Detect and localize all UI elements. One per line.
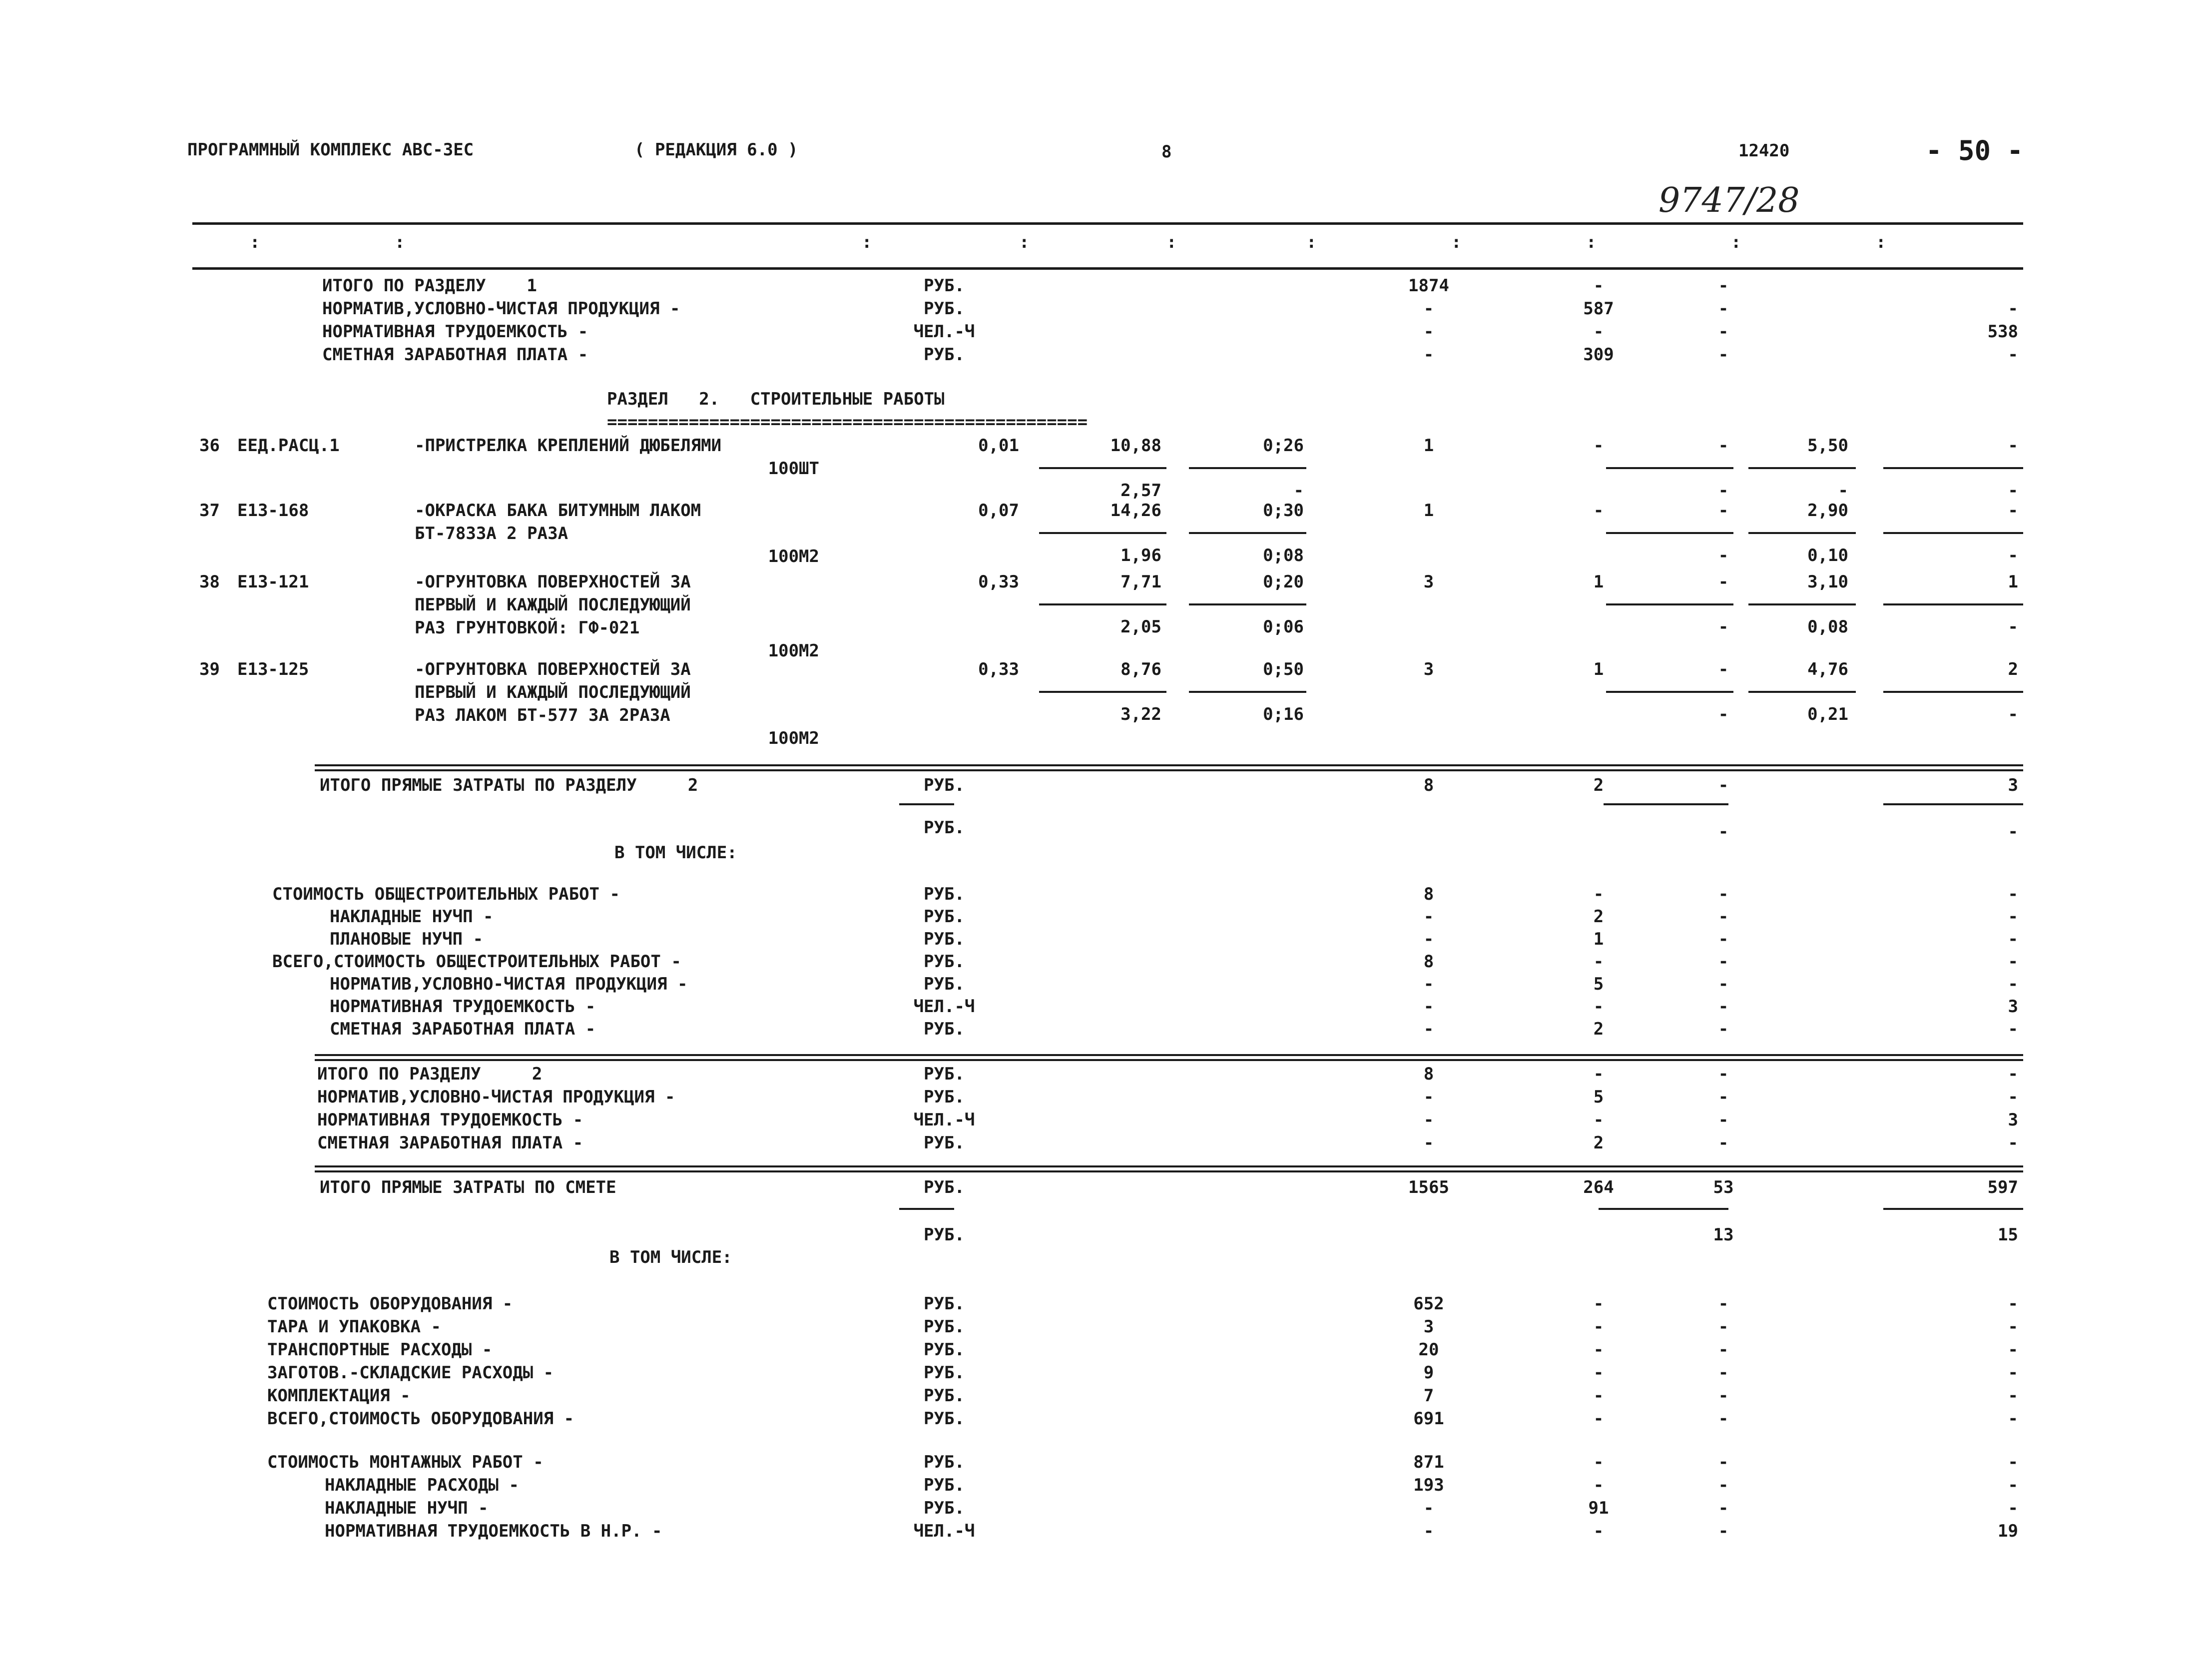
item-machine-wage: 0;08 [1263, 546, 1304, 565]
direct-costs-rule [899, 803, 954, 805]
item-total-cost: 1 [1423, 436, 1434, 456]
item-quantity: 0,33 [978, 572, 1019, 592]
row-label: НОРМАТИВ,УСЛОВНО-ЧИСТАЯ ПРОДУКЦИЯ - [330, 974, 688, 994]
row-value-col7: 652 [1413, 1294, 1444, 1314]
item-unit: 100ШТ [768, 459, 819, 479]
row-value-col9: - [1718, 1087, 1729, 1107]
row-value-col9: - [1718, 907, 1729, 927]
item-unit-cost: 8,76 [1120, 659, 1161, 679]
row-value-col11: 3 [2008, 1110, 2018, 1130]
row-value-col8: - [1593, 1409, 1604, 1429]
row-label: ТАРА И УПАКОВКА - [267, 1317, 441, 1337]
row-value-col9: - [1718, 884, 1729, 904]
row-label: НОРМАТИВНАЯ ТРУДОЕМКОСТЬ - [322, 322, 588, 342]
row-value-col9: - [1718, 1475, 1729, 1495]
row-value-col9: - [1718, 1294, 1729, 1314]
item-col9: - [1718, 572, 1729, 592]
row-unit: РУБ. [924, 884, 965, 904]
estimate-direct-costs-col7: 1565 [1408, 1177, 1449, 1197]
row-value-col8: 1 [1593, 929, 1604, 949]
row-value-col11: - [2008, 299, 2018, 319]
direct-costs-col7: 8 [1423, 775, 1434, 795]
direct-costs-col11: 3 [2008, 775, 2018, 795]
row-unit: ЧЕЛ.-Ч [913, 997, 975, 1017]
row-label: СМЕТНАЯ ЗАРАБОТНАЯ ПЛАТА - [322, 345, 588, 365]
column-separator: : [1451, 232, 1462, 252]
item-description: РАЗ ЛАКОМ БТ-577 ЗА 2РАЗА [415, 705, 670, 725]
item-machine-cost: 2,57 [1120, 481, 1161, 501]
row-value-col7: - [1423, 1521, 1434, 1541]
item-rule [1748, 691, 1856, 693]
direct-costs-unit: РУБ. [924, 775, 965, 795]
item-col9-lower: - [1718, 617, 1729, 637]
row-value-col7: - [1423, 997, 1434, 1017]
item-rule [1606, 691, 1733, 693]
row-value-col9: - [1718, 299, 1729, 319]
item-description: -ОГРУНТОВКА ПОВЕРХНОСТЕЙ ЗА [415, 572, 691, 592]
estimate-direct-costs-col9: 53 [1713, 1177, 1734, 1197]
row-value-col11: - [2008, 1294, 2018, 1314]
item-unit: 100М2 [768, 728, 819, 748]
row-unit: РУБ. [924, 345, 965, 365]
row-value-col8: - [1593, 1386, 1604, 1406]
row-unit: РУБ. [924, 1475, 965, 1495]
item-total-cost: 3 [1423, 659, 1434, 679]
estimate-direct-costs-col11: 597 [1987, 1177, 2018, 1197]
row-unit: РУБ. [924, 907, 965, 927]
column-separator: : [250, 232, 260, 252]
row-label: НАКЛАДНЫЕ РАСХОДЫ - [325, 1475, 519, 1495]
item-description: -ОГРУНТОВКА ПОВЕРХНОСТЕЙ ЗА [415, 659, 691, 679]
item-labor: 3,10 [1807, 572, 1848, 592]
row-value-col8: - [1593, 997, 1604, 1017]
row-label: НОРМАТИВ,УСЛОВНО-ЧИСТАЯ ПРОДУКЦИЯ - [317, 1087, 675, 1107]
row-unit: РУБ. [924, 1133, 965, 1153]
item-unit-wage: 0;30 [1263, 501, 1304, 521]
item-col11: - [2008, 501, 2018, 521]
section-rule [315, 1059, 2023, 1061]
direct-costs-col11-lower: - [2008, 822, 2018, 842]
item-col9-lower: - [1718, 481, 1729, 501]
direct-costs-col9: - [1718, 775, 1729, 795]
row-value-col8: - [1593, 1521, 1604, 1541]
item-quantity: 0,33 [978, 659, 1019, 679]
item-code: Е13-125 [237, 659, 309, 679]
item-rule [1883, 603, 2023, 605]
item-total-cost: 1 [1423, 501, 1434, 521]
row-value-col11: - [2008, 974, 2018, 994]
item-col9: - [1718, 436, 1729, 456]
item-col11-lower: - [2008, 546, 2018, 565]
item-col11: 1 [2008, 572, 2018, 592]
row-value-col9: - [1718, 929, 1729, 949]
row-value-col7: 8 [1423, 884, 1434, 904]
item-total-wage: - [1593, 501, 1604, 521]
row-unit: РУБ. [924, 1498, 965, 1518]
row-value-col11: - [2008, 1317, 2018, 1337]
row-value-col8: 2 [1593, 1019, 1604, 1039]
direct-costs-rule [1883, 803, 2023, 805]
estimate-direct-costs-rule [1599, 1208, 1728, 1210]
row-label: НАКЛАДНЫЕ НУЧП - [325, 1498, 489, 1518]
item-number: 38 [199, 572, 220, 592]
row-value-col7: 7 [1423, 1386, 1434, 1406]
page-number: - 50 - [1926, 135, 2024, 166]
item-col9: - [1718, 501, 1729, 521]
row-value-col8: 587 [1583, 299, 1614, 319]
section-title-underline: =============================================== [607, 412, 1088, 432]
row-value-col7: 9 [1423, 1363, 1434, 1383]
row-value-col7: 1874 [1408, 276, 1449, 296]
direct-costs-unit-lower: РУБ. [924, 818, 965, 838]
item-description: РАЗ ГРУНТОВКОЙ: ГФ-021 [415, 618, 640, 638]
row-value-col8: - [1593, 884, 1604, 904]
row-value-col8: - [1593, 1340, 1604, 1360]
item-labor: 2,90 [1807, 501, 1848, 521]
row-unit: ЧЕЛ.-Ч [913, 1521, 975, 1541]
item-labor-lower: 0,08 [1807, 617, 1848, 637]
row-value-col9: - [1718, 1110, 1729, 1130]
row-value-col7: 871 [1413, 1452, 1444, 1472]
item-code: Е13-121 [237, 572, 309, 592]
item-rule [1748, 532, 1856, 534]
item-col9-lower: - [1718, 546, 1729, 565]
row-value-col8: 5 [1593, 1087, 1604, 1107]
row-value-col11: - [2008, 907, 2018, 927]
row-value-col7: - [1423, 929, 1434, 949]
item-unit: 100М2 [768, 547, 819, 566]
row-value-col11: - [2008, 1087, 2018, 1107]
row-unit: РУБ. [924, 929, 965, 949]
row-value-col9: - [1718, 1363, 1729, 1383]
item-number: 37 [199, 501, 220, 521]
row-label: ВСЕГО,СТОИМОСТЬ ОБЩЕСТРОИТЕЛЬНЫХ РАБОТ - [272, 952, 681, 972]
row-value-col9: - [1718, 1521, 1729, 1541]
row-value-col7: 8 [1423, 1064, 1434, 1084]
section-rule [315, 1165, 2023, 1167]
section-rule [315, 764, 2023, 766]
section-rule [315, 769, 2023, 771]
item-quantity: 0,01 [978, 436, 1019, 456]
item-machine-cost: 2,05 [1120, 617, 1161, 637]
row-value-col7: - [1423, 974, 1434, 994]
item-labor-lower: - [1838, 481, 1848, 501]
direct-costs-col9-lower: - [1718, 822, 1729, 842]
row-value-col8: 309 [1583, 345, 1614, 365]
item-col11: - [2008, 436, 2018, 456]
item-rule [1039, 691, 1166, 693]
row-value-col7: - [1423, 1019, 1434, 1039]
row-value-col9: - [1718, 997, 1729, 1017]
item-rule [1039, 603, 1166, 605]
row-value-col7: - [1423, 907, 1434, 927]
row-label: ТРАНСПОРТНЫЕ РАСХОДЫ - [267, 1340, 493, 1360]
item-col11-lower: - [2008, 481, 2018, 501]
program-name: ПРОГРАММНЫЙ КОМПЛЕКС АВС-3ЕС [187, 140, 474, 160]
column-separator: : [1306, 232, 1317, 252]
row-unit: РУБ. [924, 1019, 965, 1039]
item-unit-wage: 0;26 [1263, 436, 1304, 456]
row-unit: РУБ. [924, 1363, 965, 1383]
row-value-col8: 2 [1593, 907, 1604, 927]
row-value-col9: - [1718, 276, 1729, 296]
item-rule [1606, 532, 1733, 534]
document-code: 12420 [1738, 141, 1790, 161]
row-value-col9: - [1718, 1064, 1729, 1084]
row-value-col11: - [2008, 1475, 2018, 1495]
estimate-direct-costs-col8: 264 [1583, 1177, 1614, 1197]
section-rule [315, 1170, 2023, 1172]
item-labor: 5,50 [1807, 436, 1848, 456]
row-unit: РУБ. [924, 974, 965, 994]
row-unit: РУБ. [924, 952, 965, 972]
item-rule [1039, 467, 1166, 469]
row-value-col8: 91 [1588, 1498, 1609, 1518]
row-label: КОМПЛЕКТАЦИЯ - [267, 1386, 411, 1406]
item-col9: - [1718, 659, 1729, 679]
item-unit-cost: 7,71 [1120, 572, 1161, 592]
column-separator: : [862, 232, 872, 252]
estimate-direct-costs-rule [1883, 1208, 2023, 1210]
item-unit-wage: 0;20 [1263, 572, 1304, 592]
direct-costs-col8: 2 [1593, 775, 1604, 795]
row-unit: РУБ. [924, 1294, 965, 1314]
row-value-col11: - [2008, 1019, 2018, 1039]
item-machine-wage: - [1293, 481, 1304, 501]
estimate-direct-costs-unit: РУБ. [924, 1177, 965, 1197]
row-label: ИТОГО ПО РАЗДЕЛУ 2 [317, 1064, 543, 1084]
row-value-col7: 3 [1423, 1317, 1434, 1337]
row-value-col11: - [2008, 1340, 2018, 1360]
row-unit: РУБ. [924, 276, 965, 296]
row-value-col9: - [1718, 1386, 1729, 1406]
row-value-col11: - [2008, 1409, 2018, 1429]
row-label: НОРМАТИВНАЯ ТРУДОЕМКОСТЬ - [330, 997, 596, 1017]
row-value-col9: - [1718, 952, 1729, 972]
row-value-col8: - [1593, 1475, 1604, 1495]
direct-costs-rule [1604, 803, 1728, 805]
row-value-col7: - [1423, 1110, 1434, 1130]
row-value-col7: 8 [1423, 952, 1434, 972]
item-rule [1883, 532, 2023, 534]
row-value-col9: - [1718, 1317, 1729, 1337]
column-separator: : [1731, 232, 1741, 252]
row-value-col8: 5 [1593, 974, 1604, 994]
row-value-col8: - [1593, 322, 1604, 342]
row-value-col7: - [1423, 1087, 1434, 1107]
item-rule [1189, 532, 1306, 534]
column-separator: : [1166, 232, 1177, 252]
row-value-col8: - [1593, 1317, 1604, 1337]
row-value-col11: - [2008, 1452, 2018, 1472]
row-unit: ЧЕЛ.-Ч [913, 322, 975, 342]
row-unit: РУБ. [924, 1452, 965, 1472]
row-value-col11: - [2008, 1363, 2018, 1383]
item-description: ПЕРВЫЙ И КАЖДЫЙ ПОСЛЕДУЮЩИЙ [415, 682, 691, 702]
row-label: ПЛАНОВЫЕ НУЧП - [330, 929, 484, 949]
row-value-col9: - [1718, 1498, 1729, 1518]
item-code: Е13-168 [237, 501, 309, 521]
row-unit: ЧЕЛ.-Ч [913, 1110, 975, 1130]
item-labor: 4,76 [1807, 659, 1848, 679]
item-col11-lower: - [2008, 704, 2018, 724]
row-value-col9: - [1718, 1133, 1729, 1153]
row-value-col11: - [2008, 929, 2018, 949]
row-value-col11: - [2008, 1133, 2018, 1153]
row-label: ВСЕГО,СТОИМОСТЬ ОБОРУДОВАНИЯ - [267, 1409, 574, 1429]
row-value-col11: - [2008, 952, 2018, 972]
row-value-col9: - [1718, 1409, 1729, 1429]
item-description: ПЕРВЫЙ И КАЖДЫЙ ПОСЛЕДУЮЩИЙ [415, 595, 691, 615]
row-value-col11: - [2008, 1386, 2018, 1406]
row-value-col8: - [1593, 1363, 1604, 1383]
item-unit: 100М2 [768, 641, 819, 661]
row-value-col7: - [1423, 299, 1434, 319]
item-unit-wage: 0;50 [1263, 659, 1304, 679]
item-labor-lower: 0,10 [1807, 546, 1848, 565]
handwritten-note: 9747/28 [1659, 181, 1800, 220]
item-total-cost: 3 [1423, 572, 1434, 592]
table-top-rule [192, 222, 2023, 225]
row-label: ЗАГОТОВ.-СКЛАДСКИЕ РАСХОДЫ - [267, 1363, 554, 1383]
item-rule [1606, 603, 1733, 605]
row-value-col7: 193 [1413, 1475, 1444, 1495]
row-value-col7: 20 [1418, 1340, 1439, 1360]
row-value-col7: 691 [1413, 1409, 1444, 1429]
row-unit: РУБ. [924, 1317, 965, 1337]
direct-costs-label: ИТОГО ПРЯМЫЕ ЗАТРАТЫ ПО РАЗДЕЛУ 2 [320, 775, 698, 795]
item-description: -ОКРАСКА БАКА БИТУМНЫМ ЛАКОМ [415, 501, 701, 521]
row-label: НОРМАТИВНАЯ ТРУДОЕМКОСТЬ - [317, 1110, 583, 1130]
item-machine-cost: 1,96 [1120, 546, 1161, 565]
section-rule [315, 1054, 2023, 1056]
item-description: БТ-7833А 2 РАЗА [415, 524, 568, 544]
item-col11: 2 [2008, 659, 2018, 679]
item-rule [1883, 467, 2023, 469]
item-total-wage: 1 [1593, 659, 1604, 679]
item-labor-lower: 0,21 [1807, 704, 1848, 724]
including-label: В ТОМ ЧИСЛЕ: [614, 843, 737, 863]
estimate-direct-costs-unit-lower: РУБ. [924, 1225, 965, 1245]
item-rule [1189, 603, 1306, 605]
row-value-col8: - [1593, 1064, 1604, 1084]
row-value-col8: - [1593, 952, 1604, 972]
row-label: СТОИМОСТЬ ОБЩЕСТРОИТЕЛЬНЫХ РАБОТ - [272, 884, 620, 904]
item-code: ЕЕД.РАСЦ.1 [237, 436, 340, 456]
estimate-direct-costs-col11-lower: 15 [1998, 1225, 2018, 1245]
row-value-col11: - [2008, 1498, 2018, 1518]
row-value-col11: - [2008, 345, 2018, 365]
item-rule [1883, 691, 2023, 693]
row-label: СТОИМОСТЬ МОНТАЖНЫХ РАБОТ - [267, 1452, 544, 1472]
row-value-col8: - [1593, 1452, 1604, 1472]
row-value-col9: - [1718, 1019, 1729, 1039]
row-value-col11: - [2008, 884, 2018, 904]
item-machine-wage: 0;06 [1263, 617, 1304, 637]
row-label: СТОИМОСТЬ ОБОРУДОВАНИЯ - [267, 1294, 513, 1314]
row-value-col7: - [1423, 1498, 1434, 1518]
item-machine-wage: 0;16 [1263, 704, 1304, 724]
item-unit-cost: 14,26 [1110, 501, 1161, 521]
item-rule [1189, 691, 1306, 693]
item-rule [1606, 467, 1733, 469]
section-title: РАЗДЕЛ 2. СТРОИТЕЛЬНЫЕ РАБОТЫ [607, 389, 945, 409]
item-total-wage: - [1593, 436, 1604, 456]
row-unit: РУБ. [924, 1409, 965, 1429]
row-label: НАКЛАДНЫЕ НУЧП - [330, 907, 494, 927]
row-value-col11: 19 [1998, 1521, 2018, 1541]
row-unit: РУБ. [924, 1064, 965, 1084]
item-machine-cost: 3,22 [1120, 704, 1161, 724]
row-value-col8: - [1593, 1294, 1604, 1314]
row-value-col9: - [1718, 1340, 1729, 1360]
item-rule [1748, 467, 1856, 469]
item-rule [1189, 467, 1306, 469]
row-value-col8: 2 [1593, 1133, 1604, 1153]
row-value-col9: - [1718, 974, 1729, 994]
item-rule [1748, 603, 1856, 605]
item-col9-lower: - [1718, 704, 1729, 724]
row-unit: РУБ. [924, 299, 965, 319]
row-value-col11: - [2008, 1064, 2018, 1084]
row-value-col9: - [1718, 345, 1729, 365]
estimate-direct-costs-col9-lower: 13 [1713, 1225, 1734, 1245]
item-col11-lower: - [2008, 617, 2018, 637]
column-separator: : [1876, 232, 1886, 252]
row-value-col7: - [1423, 345, 1434, 365]
row-value-col11: 3 [2008, 997, 2018, 1017]
item-rule [1039, 532, 1166, 534]
item-number: 36 [199, 436, 220, 456]
row-value-col9: - [1718, 322, 1729, 342]
row-label: СМЕТНАЯ ЗАРАБОТНАЯ ПЛАТА - [330, 1019, 596, 1039]
row-value-col9: - [1718, 1452, 1729, 1472]
row-value-col7: - [1423, 322, 1434, 342]
item-description: -ПРИСТРЕЛКА КРЕПЛЕНИЙ ДЮБЕЛЯМИ [415, 436, 722, 456]
item-unit-cost: 10,88 [1110, 436, 1161, 456]
column-separator: : [395, 232, 405, 252]
item-quantity: 0,07 [978, 501, 1019, 521]
item-number: 39 [199, 659, 220, 679]
edition: ( РЕДАКЦИЯ 6.0 ) [634, 140, 798, 160]
row-unit: РУБ. [924, 1340, 965, 1360]
row-label: ИТОГО ПО РАЗДЕЛУ 1 [322, 276, 537, 296]
sheet-number: 8 [1161, 142, 1172, 162]
column-separator: : [1586, 232, 1597, 252]
column-separator: : [1019, 232, 1030, 252]
estimate-direct-costs-rule [899, 1208, 954, 1210]
row-value-col8: - [1593, 1110, 1604, 1130]
row-value-col11: 538 [1987, 322, 2018, 342]
row-unit: РУБ. [924, 1087, 965, 1107]
estimate-direct-costs-label: ИТОГО ПРЯМЫЕ ЗАТРАТЫ ПО СМЕТЕ [320, 1177, 616, 1197]
column-header-rule [192, 267, 2023, 270]
row-unit: РУБ. [924, 1386, 965, 1406]
row-label: СМЕТНАЯ ЗАРАБОТНАЯ ПЛАТА - [317, 1133, 583, 1153]
row-label: НОРМАТИВ,УСЛОВНО-ЧИСТАЯ ПРОДУКЦИЯ - [322, 299, 680, 319]
row-value-col7: - [1423, 1133, 1434, 1153]
row-value-col8: - [1593, 276, 1604, 296]
including-label: В ТОМ ЧИСЛЕ: [609, 1247, 732, 1267]
item-total-wage: 1 [1593, 572, 1604, 592]
row-label: НОРМАТИВНАЯ ТРУДОЕМКОСТЬ В Н.Р. - [325, 1521, 662, 1541]
